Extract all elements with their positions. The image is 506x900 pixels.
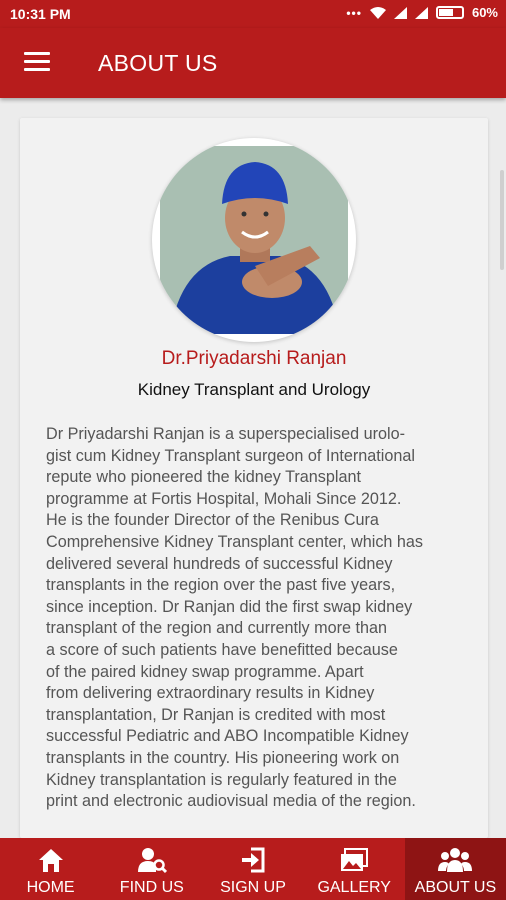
bottom-nav	[0, 838, 506, 900]
bio-line: programme at Fortis Hospital, Mohali Since 2012.	[46, 489, 402, 508]
bio-line: Kidney transplantation is regularly featured in the	[46, 770, 397, 789]
scrollbar[interactable]	[500, 170, 504, 270]
bio-line: repute who pioneered the kidney Transplant	[46, 468, 361, 487]
nav-sign-up-label: SIGN UP	[220, 879, 286, 896]
nav-find-us[interactable]	[101, 838, 202, 900]
nav-about-us-label: ABOUT US	[414, 879, 497, 896]
more-dots-icon: •••	[346, 5, 362, 20]
bio-line: delivered several hundreds of successful Kidney	[46, 554, 393, 573]
nav-find-us-label: FIND US	[119, 879, 184, 896]
nav-sign-up[interactable]	[202, 838, 303, 900]
bio-line: successful Pediatric and ABO Incompatible Kidney	[46, 727, 409, 746]
bio-line: transplantation, Dr Ranjan is credited with most	[46, 705, 386, 724]
doctor-bio	[46, 424, 470, 813]
gallery-icon	[339, 846, 369, 874]
bio-line: Comprehensive Kidney Transplant center, which has	[46, 532, 424, 551]
wifi-icon	[370, 7, 386, 19]
status-bar	[0, 0, 506, 28]
find-us-icon	[137, 846, 167, 874]
status-time: 10:31 PM	[10, 6, 71, 22]
bio-line: print and electronic audiovisual media of the region.	[46, 792, 416, 811]
nav-home-label: HOME	[26, 879, 75, 896]
hamburger-menu-icon[interactable]	[24, 52, 50, 72]
signal-icon-2	[415, 7, 428, 19]
bio-line: of the paired kidney swap programme. Apart	[46, 662, 364, 681]
bio-line: Dr Priyadarshi Ranjan is a superspecialised urolo-	[46, 425, 405, 443]
signal-icon	[394, 7, 407, 19]
status-icons	[346, 5, 498, 20]
nav-about-us[interactable]	[405, 838, 506, 900]
battery-percent: 60%	[471, 5, 498, 20]
nav-home[interactable]	[0, 838, 101, 900]
profile-card	[20, 118, 488, 838]
doctor-specialty: Kidney Transplant and Urology	[137, 380, 371, 399]
bio-line: transplants in the country. His pioneering work on	[46, 748, 400, 767]
bio-line: gist cum Kidney Transplant surgeon of International	[46, 446, 415, 465]
doctor-name: Dr.Priyadarshi Ranjan	[161, 348, 347, 369]
sign-up-icon	[239, 846, 267, 874]
doctor-avatar	[152, 138, 356, 342]
bio-line: since inception. Dr Ranjan did the first swap kidney	[46, 597, 413, 616]
about-us-icon	[438, 846, 472, 874]
bio-line: from delivering extraordinary results in Kidney	[46, 684, 375, 703]
app-bar	[0, 28, 506, 98]
bio-line: He is the founder Director of the Renibus Cura	[46, 511, 379, 530]
bio-line: transplant of the region and currently more than	[46, 619, 388, 638]
nav-gallery-label: GALLERY	[317, 879, 391, 896]
bio-line: a score of such patients have benefitted because	[46, 640, 398, 659]
page-title: ABOUT US	[98, 50, 218, 76]
battery-icon	[436, 6, 464, 19]
home-icon	[37, 846, 65, 874]
nav-gallery[interactable]	[304, 838, 405, 900]
bio-line: transplants in the region over the past five years,	[46, 576, 396, 595]
